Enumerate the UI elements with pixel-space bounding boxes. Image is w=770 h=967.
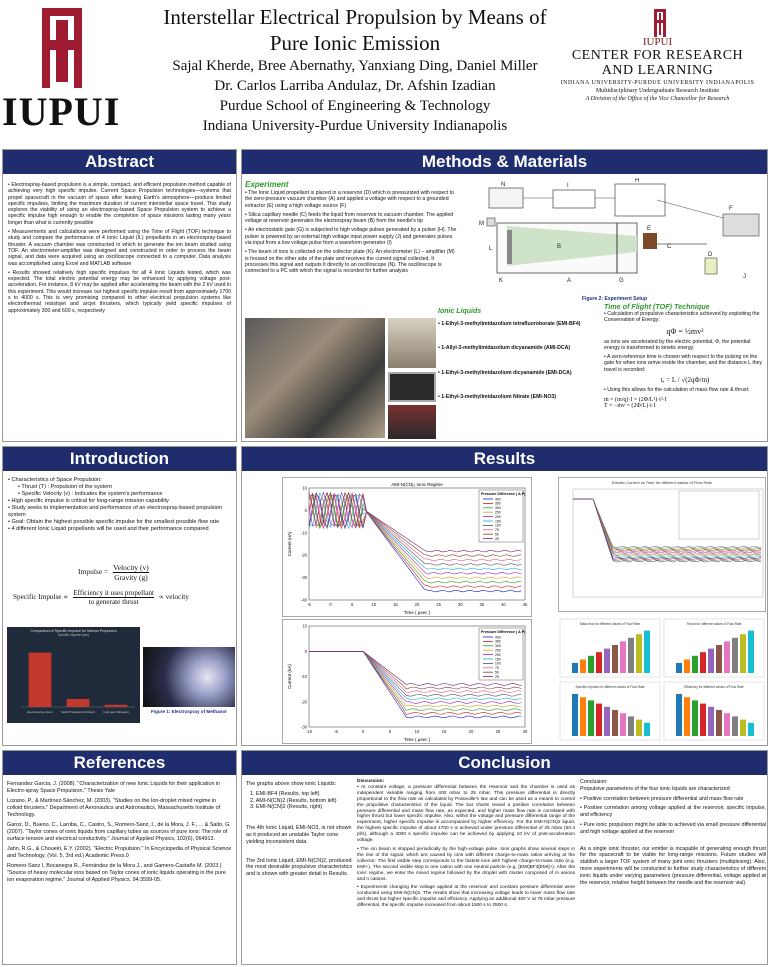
- impulse-eq-den: Gravity (g): [114, 573, 148, 582]
- impulse-eq-num: Velocity (v): [113, 563, 149, 572]
- conclusion-graph-1: 1. EMI-BF4 (Results, top left): [250, 790, 320, 797]
- reference-3: Garoz, D., Bueno, C., Larriba, C., Castro, S., Romero-Sanz, I., de la Mora, J. F., ... & Saito, G. (2007). "Taylor cones of ionic liquids from capillary tubes as sources of pure ions: The role of surface tension and electrical conductivity." Journal of Applied Physics, 102(6), 064913.: [7, 822, 231, 842]
- conclusion-point-2: • Positive correlation among voltage applied at the reservoir, specific impulse, and efficiency: [580, 805, 766, 819]
- mini-bar-1-9: [748, 631, 754, 673]
- authors-line1: Sajal Kherde, Bree Abernathy, Yanxiang Ding, Daniel Miller: [172, 58, 538, 74]
- legend-label-200: 200: [495, 514, 501, 519]
- tof-section: [604, 302, 766, 409]
- bar-chart-title: Comparison of Specific Impulse for Various Propulsion: [30, 629, 117, 633]
- conclusion-future-work: As a single ionic thruster, our emitter is incapable of generating enough thrust for the spacecraft to be viable for long-range missions. Future studies will stablish a larger TOF system of many joint ionic thrusters (multiplexing). Also, more experiments will be conducted to further study characteristics of different ionic liquids under varying parameters (pressure differential, voltage applied at the reservoir, relative height between the needle and the reservoir vial).: [580, 845, 766, 886]
- x-tick-1: 0: [329, 602, 332, 607]
- mini-bar-3-6: [724, 713, 730, 736]
- intro-bullet-1a: • Thrust (T) : Propulsion of the system: [18, 484, 112, 490]
- discussion-2: • The ion beam is stopped periodically by the high-voltage pulse. Ions graphs show several steps in the rise of the signal, which are caused by ions with different charge-to-mass ratios arriving at the collector. The first visible step corresponds to the fastest ions with highest charge-to-mass ratio (e.g. EMI+). The second visible step is one cation with one neutral particle (e.g. [EMI]BF4[EMI]+). After the ionic regime, we enter the mixed regime followed by the droplet with cluster composed of m anions and n cations.: [357, 846, 575, 882]
- x-tick-10: 45: [522, 602, 528, 607]
- mini-bar-3-4: [708, 707, 714, 736]
- x-tick-0: -10: [305, 729, 313, 734]
- poster-title-line2: Pure Ionic Emission: [269, 31, 441, 55]
- poster-title-line1: Interstellar Electrical Propulsion by Means of: [163, 5, 547, 29]
- diagram-label-d: D: [708, 252, 713, 258]
- intro-bullet-5: • 4 different Ionic Liquid propellants will be used and their performance compared: [8, 526, 209, 532]
- experiment-step-4: • The beam of ions is collected on the collector plate (K). An electrometer (L) – amplifier (M) is housed on the other side of the plate and receives the current signal collected. It processes this signal and outputs it directly to an oscilloscope (N). The oscilloscope is connected to a PC with which the signal is recorded for further analysis: [245, 249, 455, 275]
- center-desc1: Multidisciplinary Undergraduate Research Institute: [595, 88, 720, 94]
- legend-label-300: 300: [495, 644, 501, 649]
- sp-eq-den: to generate thrust: [88, 598, 139, 606]
- intro-bullet-3: • Study seeks to implementation and performance of an electrospray-based propulsion system: [8, 505, 223, 518]
- mini-bar-0-2: [588, 656, 594, 673]
- reference-5: Romero-Sanz I, Bocanegra R., Fernández de la Mora J., and Gamero-Castaño M. (2003.) "Source of heavy molecular ions based on Taylor cones of ionic liquids operating in the pure ion evaporation regime." Journal of Applied Physics. 94:3599-05.: [7, 863, 226, 883]
- legend-label-350: 350: [495, 639, 501, 644]
- tof-equation-thrust: T = −ṁv = (2Φ/L)·t·I: [604, 403, 656, 410]
- diagram-label-n: N: [501, 182, 506, 188]
- legend-label-400: 400: [495, 635, 501, 640]
- y-tick-2: -10: [300, 530, 307, 536]
- impulse-eq-lhs: Impulse =: [78, 567, 109, 577]
- legend-label-25: 25: [495, 674, 499, 679]
- methanol-electrospray-photo: [143, 647, 235, 707]
- x-axis-label: Time ( μsec ): [403, 737, 431, 742]
- conclusion-note-emincn: The 3rd Ionic Liquid, EMI-N(CN)2, produced the most desirable propulsive characteristics and is shown with greater detail in Results.: [246, 857, 353, 878]
- y-axis-label: Current (nA): [287, 664, 292, 689]
- mini-bar-1-1: [684, 659, 690, 673]
- iupui-logo-text: IUPUI: [2, 89, 121, 134]
- mini-bar-1-8: [740, 634, 746, 673]
- legend-label-25: 25: [495, 536, 499, 541]
- y-tick-5: -40: [300, 597, 307, 603]
- x-tick-6: 20: [468, 729, 474, 734]
- methods-panel: [241, 149, 768, 442]
- diagram-label-c: C: [667, 244, 672, 250]
- mini-bar-0-8: [636, 634, 642, 673]
- intro-bullet-1b: • Specific Velocity (v) : Indicates the system's performance: [18, 491, 163, 497]
- ionic-liquid-1: • 1-Ethyl-3-methylimidazolium tetrafluoroborate (EMI-BF4): [438, 321, 581, 327]
- mini-bar-1-4: [708, 649, 714, 673]
- intro-bullet-2: • High specific impulse is critical for long-range mission capability: [8, 498, 169, 504]
- diagram-label-a: A: [567, 278, 572, 284]
- diagram-label-h: H: [635, 178, 640, 184]
- references-panel: [2, 750, 237, 965]
- center-desc2: A Division of the Office of the Vice Chancellor for Research: [585, 96, 730, 102]
- oscilloscope-photo: [388, 372, 436, 402]
- bar-1: [67, 699, 90, 707]
- sp-eq-num: Efficiency it uses propellant: [73, 589, 154, 597]
- center-subtitle: INDIANA UNIVERSITY-PURDUE UNIVERSITY INDIANAPOLIS: [560, 80, 755, 86]
- experiment-step-1: • The Ionic Liquid propellant is placed in a reservoir (D) which is pressurized with respect to the zero-pressure vacuum chamber (A) and applied a voltage with respect to a grounded extractor (E) using a high voltage source (F): [245, 190, 455, 209]
- poster-header: [120, 4, 590, 136]
- ionic-liquid-4: • 1-Ethyl-3-methylimidazolium Nitrate (EMI-NO3): [438, 393, 556, 400]
- affiliation-line2: Indiana University-Purdue University Indianapolis: [202, 118, 508, 134]
- bar-chart-svg: [7, 637, 140, 719]
- abstract-heading: Abstract: [3, 150, 236, 174]
- discussion-heading: Discussion:: [357, 779, 385, 784]
- mini-bar-2-1: [580, 697, 586, 736]
- conclusion-graph-3: 3. EMI-N(CN)2 (Results, right): [250, 804, 323, 811]
- tof-equation-massflow: ṁ = (m/q)·I = (2Φ/L²)·t²·I: [604, 397, 667, 404]
- conclusion-subheading: Conclusion:: [580, 779, 608, 785]
- x-tick-7: 25: [495, 729, 501, 734]
- affiliation-line1: Purdue School of Engineering & Technology: [219, 98, 491, 114]
- chamber-photo: [388, 318, 436, 368]
- legend-label-75: 75: [495, 528, 499, 533]
- mini-bar-3-1: [684, 697, 690, 736]
- experiment-step-2: • Silica capillary needle (C) feeds the liquid from reservoir to vacuum chamber. The applied voltage at reservoir generates the electrospray beam (B) from the needle's tip: [245, 211, 454, 225]
- x-tick-8: 30: [522, 729, 528, 734]
- y-tick-3: -20: [300, 699, 307, 705]
- mini-bar-2-9: [644, 723, 650, 736]
- center-title: CENTER FOR RESEARCH AND LEARNING: [571, 48, 744, 78]
- lab-setup-photo: [245, 318, 385, 438]
- x-tick-2: 0: [361, 729, 365, 734]
- mini-bar-0-1: [580, 659, 586, 673]
- legend-label-250: 250: [495, 648, 501, 653]
- x-tick-2: 5: [351, 602, 354, 607]
- mini-bar-3-0: [676, 694, 682, 736]
- conclusion-point-3: • Pure ionic propulsion might be able to achieved via small pressure differential and high voltage applied at the reservoir: [580, 821, 766, 835]
- legend-title: Pressure Difference ( Δ P): [481, 492, 526, 496]
- bar-0: [29, 653, 52, 707]
- chart1-svg: [283, 478, 533, 618]
- mini-bar-2-8: [636, 720, 642, 736]
- authors-line2: Dr. Carlos Larriba Andulaz, Dr. Afshin Izadian: [214, 78, 496, 94]
- figure1-caption: Figure 1: Electrospray of Methanol: [151, 709, 227, 714]
- reference-2: Lozano, P., & Martínez-Sánchez, M. (2003). "Studies on the Ion-droplet mixed regime in colloid thrusters." Department of Aeronautics and Astronautics, Massachusetts Institute of Technology.: [7, 798, 221, 818]
- x-tick-7: 30: [457, 602, 463, 607]
- conclusion-point-1: • Positive correlation between pressure differential and mass flow rate: [580, 795, 744, 802]
- mini-bar-1-3: [700, 652, 706, 673]
- conclusion-graphs-intro: The graphs above show ionic Liquids:: [246, 781, 337, 787]
- legend-label-75: 75: [495, 666, 499, 671]
- mini-bar-2-2: [588, 700, 594, 736]
- mini-bar-2-4: [604, 707, 610, 736]
- right-chart-title: Electric Current vs Time for different values of Flow Rate: [612, 480, 712, 485]
- mini-bar-1-5: [716, 645, 722, 673]
- legend-label-50: 50: [495, 670, 499, 675]
- x-tick-3: 10: [371, 602, 377, 607]
- legend-label-100: 100: [495, 661, 501, 666]
- ionic-liquids-heading: Ionic Liquids: [438, 308, 482, 315]
- y-tick-0: 10: [302, 485, 307, 491]
- results-chart-bottom-left: [282, 619, 532, 744]
- sp-eq-lhs: Specific Impulse ∝: [13, 593, 69, 602]
- diagram-label-m: M: [479, 221, 484, 227]
- mini-bar-3-8: [740, 720, 746, 736]
- diagram-label-f: F: [729, 206, 733, 212]
- abstract-paragraph-1: • Electrospray-based propulsion is a simple, compact, and efficient propulsion method capable of achieving very high specific impulse. Current Space Propulsion technologies—systems that propel spacecraft in the vacuum of space after leaving Earth's atmosphere—produce limited specific impulses, limiting the maximum duration of current interstellar space travel. This study explores the viability of using an electrospray-based Space Propulsion system to achieve a specific impulse high enough to enable the completion of space missions lasting many years longer than what is currently possible: [8, 182, 231, 226]
- chart2-svg: [283, 620, 533, 745]
- x-tick-9: 40: [501, 602, 506, 607]
- conclusion-note-emino3: The 4th Ionic Liquid, EMI-NO3, is not shown as it produced an unstable Taylor cone yielding inconsistent data.: [246, 825, 352, 845]
- bar-label-0: Electrospray (Ions): [27, 710, 53, 714]
- tof-text-3: • A zero-reference time is chosen with respect to the pulsing on the gate for when ions arrive inside the chamber, and the distance L they travel is recorded:: [604, 354, 763, 373]
- conclusion-heading: Conclusion: [242, 751, 767, 775]
- mini-bar-3-2: [692, 700, 698, 736]
- tof-equation-time: tₐ = L / √(2qΦ/m): [660, 376, 710, 385]
- mini-bar-0-5: [612, 645, 618, 673]
- specific-impulse-bar-chart: [7, 627, 140, 723]
- mini-bar-3-9: [748, 723, 754, 736]
- center-iupui-label: IUPUI: [642, 36, 673, 48]
- conclusion-col3: [580, 779, 766, 889]
- conclusion-graph-2: 2. AMI-N(CN)2 (Results, bottom left): [250, 797, 337, 804]
- reference-1: Fernandez Garcia, J. (2008). "Characterization of new Ionic Liquids for their application in Electro-spray Space Propulsion." Thesis Yale: [7, 781, 221, 794]
- diagram-label-b: B: [557, 244, 562, 250]
- mini-bar-1-2: [692, 656, 698, 673]
- y-tick-4: -30: [300, 724, 307, 730]
- y-axis-label: Current (nA): [287, 531, 292, 557]
- mini-bar-0-3: [596, 652, 602, 673]
- x-axis-label: Time ( μsec ): [403, 610, 431, 615]
- figure2-caption: Figure 2: Experiment Setup: [582, 296, 648, 302]
- x-tick-5: 20: [414, 602, 420, 607]
- mini-chart-title-3: Efficiency for different values of Flow Rate: [684, 685, 744, 689]
- ionic-liquid-2: • 1-Allyl-3-methylimidazolium dicyanamide (AMI-DCA): [438, 345, 571, 352]
- diagram-label-k: K: [499, 278, 504, 284]
- y-tick-1: 0: [304, 507, 307, 513]
- legend-label-50: 50: [495, 532, 499, 537]
- results-chart-top-left: [282, 477, 532, 617]
- chart3-svg: [559, 485, 767, 610]
- mini-chart-title-2: Specific Impulse for different values of Flow Rate: [575, 685, 645, 689]
- mini-bar-0-7: [628, 638, 634, 673]
- mini-bar-0-0: [572, 663, 578, 673]
- legend-label-150: 150: [495, 519, 501, 524]
- mini-chart-title-1: Thrust for different values of Flow Rate: [686, 622, 742, 626]
- legend-label-300: 300: [495, 506, 501, 511]
- mini-bar-0-6: [620, 641, 626, 673]
- abstract-panel: [2, 149, 237, 442]
- introduction-panel: [2, 446, 237, 746]
- x-tick-3: 5: [388, 729, 392, 734]
- mini-bar-2-5: [612, 710, 618, 736]
- tof-equation-energy: qΦ = ½mv²: [666, 326, 704, 336]
- x-tick-1: -5: [334, 729, 338, 734]
- discussion-1: • At constant voltage, a pressure differential between the reservoir and the chamber is used as independent variable ranging from 400 mbar to 25 mbar. This pressure differential is directly proportional to the flow rate as calculated by Poiseuille's law and can be used as a means to control the propulsive characteristics of the liquid. The bar charts reveal a positive correlation between pressure differential and mass flow rate, as expected, and higher mass flow rate is correlated with higher thrust but lower specific impulse. Also, within the voltage and pressure differential range of the experiment, higher specific impulse is accompanied by higher efficiency. For the EMI-N(CN)2 liquid, the highest specific impulse of about 1700 s is achieved under pressure differential of 25 mbar (50.4 pl/s), although a 4000 s specific impulse can be achieved by applying 10 kV of post-acceleration voltage.: [357, 784, 575, 844]
- bar-label-2: Cold gas (Nitrogen): [102, 710, 130, 714]
- mini-bar-0-4: [604, 649, 610, 673]
- conclusion-point-intro: Propulsive parameters of the four ionic liquids are characterized:: [580, 785, 732, 792]
- x-tick-8: 35: [479, 602, 485, 607]
- mini-bar-2-0: [572, 694, 578, 736]
- abstract-paragraph-2: • Measurements and calculations were performed using the Time of Flight (TOF) technique to study and compare the performance of 4 Ionic Liquid (IL) propellants in an electrospray-based thruster. A vacuum chamber was constructed in which to generate the ion beam studied using TOF. An electrometer-amplifier was designed and constructed in order to process the beam signal, and data were acquired using an oscilloscope connected to a computer. Data analysis was accomplished using Excel and MATLAB software: [8, 229, 231, 267]
- x-tick-4: 15: [393, 602, 398, 607]
- x-tick-5: 15: [441, 729, 447, 734]
- sp-eq-rhs: ∝ velocity: [158, 593, 189, 602]
- y-tick-4: -30: [300, 575, 307, 581]
- bar-2: [105, 705, 128, 707]
- legend-label-400: 400: [495, 497, 501, 502]
- x-tick-4: 10: [414, 729, 420, 734]
- diagram-label-i: I: [567, 183, 569, 189]
- x-tick-0: -5: [307, 602, 311, 607]
- y-tick-0: 10: [302, 623, 307, 629]
- intro-bullet-4: • Goal: Obtain the highest possible specific impulse for the smallest possible flow rate: [8, 519, 220, 525]
- conclusion-col1: [246, 781, 354, 881]
- discussion-3: • Experiments changing the voltage applied at the reservoir and constant pressure differential were conducted using EMI-N(CN)2. The results show that increasing voltage leads to lower mass flow rate and thrust but higher specific impulse and efficiency. Applying an additional 400 V at 75 mbar pressure differential, the specific impulse increased from about 1500 s to 2500 s.: [357, 885, 575, 909]
- mini-bar-2-3: [596, 704, 602, 736]
- diagram-label-g: G: [619, 278, 624, 284]
- mini-bar-2-7: [628, 716, 634, 736]
- center-for-research-block: [555, 8, 760, 102]
- abstract-paragraph-3: • Results showed relatively high specific impulses for all 4 Ionic Liquids tested, which was expected. The total electric potential energy may be enhanced by applying voltage post-acceleration. For instance, 8 kV may be applied after accelerating the beam with the 2 kV used in this experiment. This would increase our highest specific impulse result from approximately 1700 s to 4000 s. This is very promising compared to other electrical propulsion systems like electrothermal resistojet and arcjet thrusters, which typically yield specific impulses of approximately 300 and 600 s, respectively: [8, 269, 231, 314]
- conclusion-discussion: [357, 779, 575, 912]
- legend-title: Pressure Difference ( Δ P): [481, 630, 526, 634]
- tof-text-2: as ions are accelerated by the electric potential, Φ, the potential energy is transformed to kinetic energy.: [604, 338, 751, 351]
- circuit-board-photo: [388, 405, 436, 439]
- impulse-equation: [78, 563, 149, 582]
- mini-bar-1-6: [724, 641, 730, 673]
- experiment-setup-diagram: [467, 178, 767, 293]
- experiment-heading: Experiment: [245, 180, 289, 189]
- reference-4: Jahn, R.G., & Choueiri, E.Y. (2002). "Electric Propulsion." In Encyclopedia of Physical Science and Technology. (Vol. 5, 3rd ed.) Academic Press.0: [7, 846, 232, 859]
- tof-text-4: • Using this allows for the calculation of mass flow rate & thrust:: [604, 387, 750, 394]
- experiment-step-3: • An electrostatic gate (G) is subjected to high voltage pulses generated by a pulser (H). The pulser is powered by an external high voltage input power supply (J) and generates pulses via input from a low voltage pulse from a waveform generator (I): [245, 227, 457, 247]
- x-tick-6: 25: [436, 602, 441, 607]
- legend-label-150: 150: [495, 657, 501, 662]
- diagram-label-e: E: [647, 226, 652, 232]
- conclusion-panel: [241, 750, 768, 965]
- tof-text-1: • Calculation of propulsive characteristics achieved by exploiting the Conservation of Energy:: [604, 311, 760, 324]
- legend-label-100: 100: [495, 523, 501, 528]
- y-tick-3: -20: [300, 552, 307, 558]
- mini-bar-0-9: [644, 631, 650, 673]
- bar-chart-subtitle: Specific Impulse (sec): [57, 633, 90, 637]
- mini-bar-3-5: [716, 710, 722, 736]
- intro-bullet-1: • Characteristics of Space Propulsion:: [8, 477, 102, 483]
- references-heading: References: [3, 751, 236, 775]
- mini-bar-1-7: [732, 638, 738, 673]
- introduction-heading: Introduction: [3, 447, 236, 471]
- diagram-label-l: L: [489, 246, 493, 252]
- mini-charts-svg: [558, 617, 766, 743]
- experiment-text: [245, 180, 459, 278]
- results-chart-right: [558, 477, 766, 612]
- results-heading: Results: [242, 447, 767, 471]
- ionic-liquid-3: • 1-Ethyl-3-methylimidazolium dicyanamide (EMI-DCA): [438, 369, 572, 376]
- tof-heading: Time of Flight (TOF) Technique: [604, 302, 710, 311]
- mini-bar-3-7: [732, 716, 738, 736]
- y-tick-1: 0: [304, 648, 307, 654]
- right-legend-box: [679, 491, 759, 539]
- mini-bar-2-6: [620, 713, 626, 736]
- chart-title: AMI-N(CN)₂ Ionic Regime: [391, 482, 443, 487]
- y-tick-2: -10: [300, 674, 307, 679]
- results-panel: [241, 446, 768, 746]
- mini-bar-3-3: [700, 704, 706, 736]
- mini-bar-1-0: [676, 663, 682, 673]
- bar-label-1: Solid Propellant (Rocket): [61, 710, 95, 714]
- mini-chart-title-0: Mass flow for different values of Flow Rate: [580, 622, 640, 626]
- legend-label-350: 350: [495, 501, 501, 506]
- results-mini-bar-charts: [558, 617, 766, 743]
- legend-label-200: 200: [495, 652, 501, 657]
- legend-label-250: 250: [495, 510, 501, 515]
- methods-heading: Methods & Materials: [242, 150, 767, 174]
- diagram-label-j: J: [743, 274, 746, 280]
- specific-impulse-equation: [13, 589, 238, 606]
- ionic-liquids-section: [438, 308, 600, 400]
